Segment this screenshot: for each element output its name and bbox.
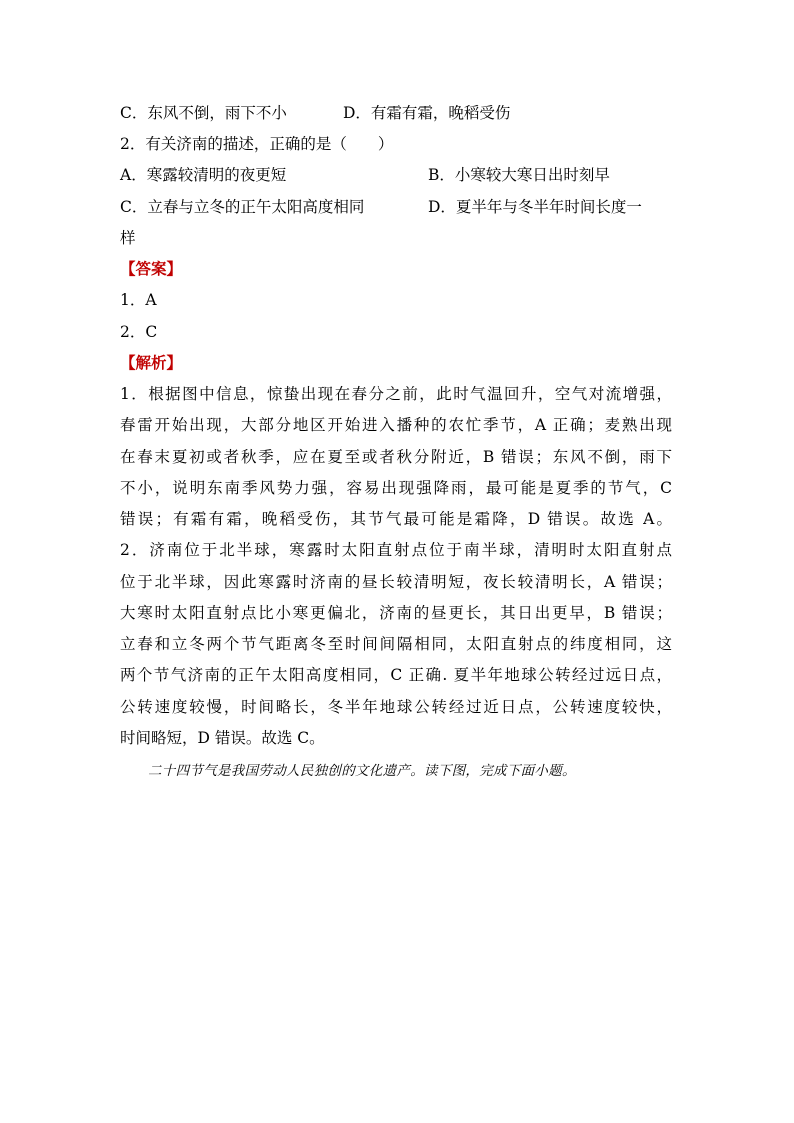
answer-item-1: 1．A (120, 291, 157, 309)
analysis-line: 错误；有霜有霜，晚稻受伤，其节气最可能是霜降，D 错误。故选 A。 (120, 510, 672, 528)
q2-option-b: B．小寒较大寒日出时刻早 (428, 166, 610, 184)
analysis-line: 大寒时太阳直射点比小寒更偏北，济南的昼更长，其日出更早，B 错误； (120, 604, 672, 622)
q2-option-a: A．寒露较清明的夜更短 (120, 166, 287, 184)
q2-option-d: D．夏半年与冬半年时间长度一 (428, 198, 642, 216)
analysis-line: 春雷开始出现，大部分地区开始进入播种的农忙季节，A 正确；麦熟出现 (120, 416, 672, 434)
analysis-line: 两个节气济南的正午太阳高度相同，C 正确. 夏半年地球公转经过远日点， (120, 666, 672, 684)
answer-item-2: 2．C (120, 323, 158, 341)
q2-stem: 2．有关济南的描述，正确的是（ ） (120, 135, 394, 153)
analysis-line: 不小，说明东南季风势力强，容易出现强降雨，最可能是夏季的节气，C (120, 479, 672, 497)
analysis-line: 在春末夏初或者秋季，应在夏至或者秋分附近，B 错误；东风不倒，雨下 (120, 448, 672, 466)
analysis-line: 时间略短，D 错误。故选 C。 (120, 729, 325, 747)
answer-heading: 【答案】 (120, 259, 183, 278)
q1-option-d: D．有霜有霜，晚稻受伤 (343, 104, 511, 122)
analysis-line: 1．根据图中信息，惊蛰出现在春分之前，此时气温回升，空气对流增强， (120, 385, 672, 403)
analysis-line: 公转速度较慢，时间略长，冬半年地球公转经过近日点，公转速度较快， (120, 698, 672, 716)
q2-option-d-continued: 样 (120, 229, 136, 247)
analysis-line: 立春和立冬两个节气距离冬至时间间隔相同，太阳直射点的纬度相同，这 (120, 635, 672, 653)
q2-option-c: C．立春与立冬的正午太阳高度相同 (120, 198, 365, 216)
q1-option-c: C．东风不倒，雨下不小 (120, 104, 287, 122)
analysis-heading: 【解析】 (120, 353, 183, 372)
analysis-line: 2．济南位于北半球，寒露时太阳直射点位于南半球，清明时太阳直射点 (120, 541, 672, 559)
analysis-line: 位于北半球，因此寒露时济南的昼长较清明短，夜长较清明长，A 错误； (120, 573, 672, 591)
next-question-intro: 二十四节气是我国劳动人民独创的文化遗产。读下图，完成下面小题。 (148, 763, 576, 779)
